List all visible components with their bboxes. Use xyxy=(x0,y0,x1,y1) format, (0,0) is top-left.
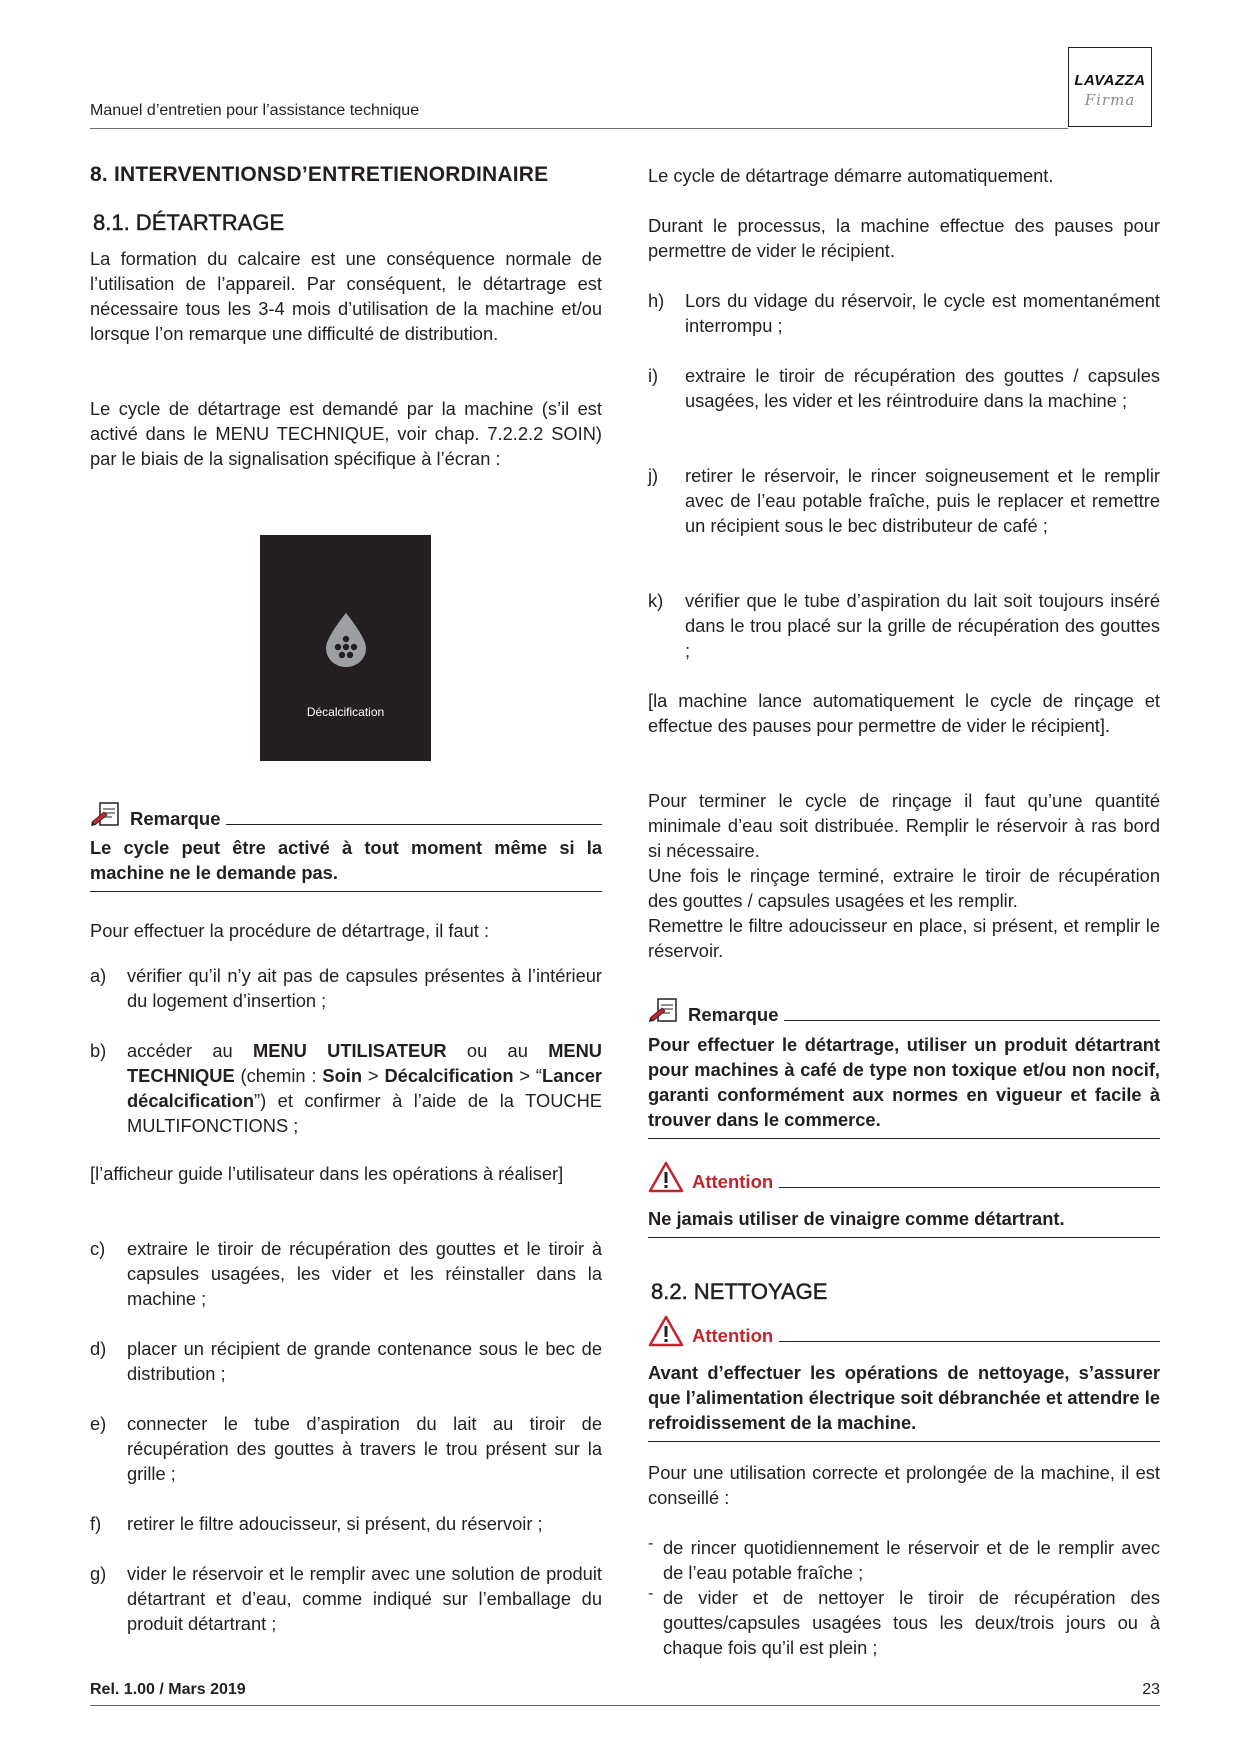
logo-sub-text: Firma xyxy=(1084,91,1136,109)
list-letter: i) xyxy=(648,365,659,386)
note-label: Remarque xyxy=(688,1004,779,1025)
list-item-f xyxy=(90,1511,602,1536)
paragraph: Pour une utilisation correcte et prolongée de la machine, il est conseillé : xyxy=(648,1462,1160,1508)
list-letter: c) xyxy=(90,1238,106,1259)
attention-text: Avant d’effectuer les opérations de nettoyage, s’assurer que l’alimentation électrique soit débranchée et attendre le refroidissement de la machine. xyxy=(648,1360,1160,1442)
subsection-heading-nettoyage: 8.2. NETTOYAGE xyxy=(651,1279,828,1304)
list-letter: a) xyxy=(90,965,107,986)
menu-path-decalcification: Décalcification xyxy=(384,1065,514,1086)
list-item-b xyxy=(90,1038,602,1138)
list-text: retirer le réservoir, le rincer soigneusement et le remplir avec de l’eau potable fraîche, puis le replacer et remettre un récipient sous le bec distributeur de café ; xyxy=(685,465,1160,536)
note-text: Le cycle peut être activé à tout moment même si la machine ne le demande pas. xyxy=(90,835,602,892)
list-text: extraire le tiroir de récupération des gouttes / capsules usagées, les vider et les réintroduire dans la machine ; xyxy=(685,365,1160,411)
list-text: vérifier que le tube d’aspiration du lait soit toujours inséré dans le trou placé sur la grille de récupération des gouttes ; xyxy=(685,590,1160,661)
menu-path-soin: Soin xyxy=(322,1065,363,1086)
brand-logo xyxy=(1068,47,1152,127)
list-text: retirer le filtre adoucisseur, si présent, du réservoir ; xyxy=(127,1513,543,1534)
list-text: extraire le tiroir de récupération des gouttes et le tiroir à capsules usagées, les vider et les réinstaller dans la machine ; xyxy=(127,1238,602,1309)
list-letter: d) xyxy=(90,1338,107,1359)
screen-caption: Décalcification xyxy=(306,705,385,719)
list-text: Lors du vidage du réservoir, le cycle est momentanément interrompu ; xyxy=(685,290,1160,336)
bullet-text: de vider et de nettoyer le tiroir de récupération des gouttes/capsules usagées tous les deux/trois jours ou à chaque fois qu’il est plein ; xyxy=(663,1587,1160,1658)
list-item-k xyxy=(648,588,1160,663)
display-screen-image xyxy=(260,535,431,761)
attention-rule xyxy=(779,1341,1160,1342)
list-item-c xyxy=(90,1236,602,1311)
attention-text: Ne jamais utiliser de vinaigre comme détartrant. xyxy=(648,1206,1160,1238)
logo-brand-text: LAVAZZA xyxy=(1074,72,1146,89)
list-item-a xyxy=(90,963,602,1013)
note-rule xyxy=(226,824,602,825)
paragraph: Le cycle de détartrage démarre automatiquement. xyxy=(648,165,1054,186)
list-text: > “ xyxy=(513,1065,543,1086)
list-text: vérifier qu’il n’y ait pas de capsules présentes à l’intérieur du logement d’insertion ; xyxy=(127,965,602,1011)
note-rule xyxy=(784,1020,1160,1021)
bullet-dash: - xyxy=(648,1535,654,1552)
list-text: ou au xyxy=(446,1040,549,1061)
note-label: Remarque xyxy=(130,808,221,829)
paragraph: Durant le processus, la machine effectue des pauses pour permettre de vider le récipient. xyxy=(648,215,1160,261)
paragraph: [la machine lance automatiquement le cycle de rinçage et effectue des pauses pour permettre de vider le récipient]. xyxy=(648,690,1160,736)
note-header xyxy=(90,800,602,830)
page-number: 23 xyxy=(1142,1681,1160,1698)
note-pen-icon xyxy=(648,996,680,1026)
menu-name: MENU TECHNIQUE xyxy=(127,1040,603,1086)
list-item-i xyxy=(648,363,1160,413)
paragraph: Pour effectuer la procédure de détartrage, il faut : xyxy=(90,920,490,941)
paragraph: La formation du calcaire est une conséquence normale de l’utilisation de l’appareil. Par conséquent, le détartrage est nécessaire tous les 3-4 mois d’utilisation de la machine et/ou lorsque l’on remarque une difficulté de distribution. xyxy=(90,248,602,344)
list-item-e xyxy=(90,1411,602,1486)
attention-header xyxy=(648,1317,1160,1347)
list-letter: f) xyxy=(90,1513,102,1534)
list-item-j xyxy=(648,463,1160,538)
list-item-d xyxy=(90,1336,602,1386)
paragraph: Le cycle de détartrage est demandé par la machine (s’il est activé dans le MENU TECHNIQUE, voir chap. 7.2.2.2 SOIN) par le biais de la signalisation spécifique à l’écran : xyxy=(90,398,602,469)
paragraph: Pour terminer le cycle de rinçage il faut qu’une quantité minimale d’eau soit distribuée. Remplir le réservoir à ras bord si nécessaire. xyxy=(648,790,1160,861)
header-title: Manuel d’entretien pour l’assistance technique xyxy=(90,102,420,119)
warning-triangle-icon xyxy=(648,1161,684,1193)
subsection-heading-detartrage: 8.1. DÉTARTRAGE xyxy=(93,210,285,235)
note-text: Pour effectuer le détartrage, utiliser un produit détartrant pour machines à café de type non toxique et/ou non nocif, garanti conformément aux normes en vigueur et facile à trouver dans le commerce. xyxy=(648,1032,1160,1139)
list-letter: k) xyxy=(648,590,664,611)
menu-path-lancer: Lancer décalcification xyxy=(127,1065,602,1111)
list-item-h xyxy=(648,288,1160,338)
list-text: vider le réservoir et le remplir avec une solution de produit détartrant et d’eau, comme indiqué sur l’emballage du produit détartrant ; xyxy=(127,1563,602,1634)
footer-divider xyxy=(90,1705,1160,1706)
paragraph: Une fois le rinçage terminé, extraire le tiroir de récupération des gouttes / capsules usagées et les remplir. xyxy=(648,865,1160,911)
menu-name: MENU UTILISATEUR xyxy=(252,1040,447,1061)
note-header xyxy=(648,996,1160,1026)
list-text: placer un récipient de grande contenance sous le bec de distribution ; xyxy=(127,1338,602,1384)
list-letter: j) xyxy=(648,465,659,486)
bullet-item xyxy=(648,1585,1160,1660)
bullet-item xyxy=(648,1535,1160,1585)
paragraph: Remettre le filtre adoucisseur en place, si présent, et remplir le réservoir. xyxy=(648,915,1160,961)
note-pen-icon xyxy=(90,800,122,830)
list-item-g xyxy=(90,1561,602,1636)
attention-rule xyxy=(779,1187,1160,1188)
bullet-dash: - xyxy=(648,1585,654,1602)
release-info: Rel. 1.00 / Mars 2019 xyxy=(90,1681,246,1698)
list-text: ”) et confirmer à l’aide de la TOUCHE MULTIFONCTIONS ; xyxy=(127,1090,602,1136)
water-drop-icon xyxy=(323,611,369,669)
list-letter: h) xyxy=(648,290,665,311)
paragraph: [l’afficheur guide l’utilisateur dans les opérations à réaliser] xyxy=(90,1163,564,1184)
list-letter: g) xyxy=(90,1563,107,1584)
bullet-text: de rincer quotidiennement le réservoir et de le remplir avec de l’eau potable fraîche ; xyxy=(663,1537,1160,1583)
section-heading: 8. INTERVENTIONSD’ENTRETIENORDINAIRE xyxy=(90,163,549,186)
list-letter: b) xyxy=(90,1040,107,1061)
header-divider xyxy=(90,128,1068,129)
warning-triangle-icon xyxy=(648,1315,684,1347)
list-text: > xyxy=(362,1065,385,1086)
attention-header xyxy=(648,1163,1160,1193)
attention-label: Attention xyxy=(692,1171,774,1192)
list-text: accéder au xyxy=(127,1040,253,1061)
list-letter: e) xyxy=(90,1413,107,1434)
list-text: (chemin : xyxy=(234,1065,323,1086)
attention-label: Attention xyxy=(692,1325,774,1346)
list-text: connecter le tube d’aspiration du lait au tiroir de récupération des gouttes à travers le trou présent sur la grille ; xyxy=(127,1413,602,1484)
